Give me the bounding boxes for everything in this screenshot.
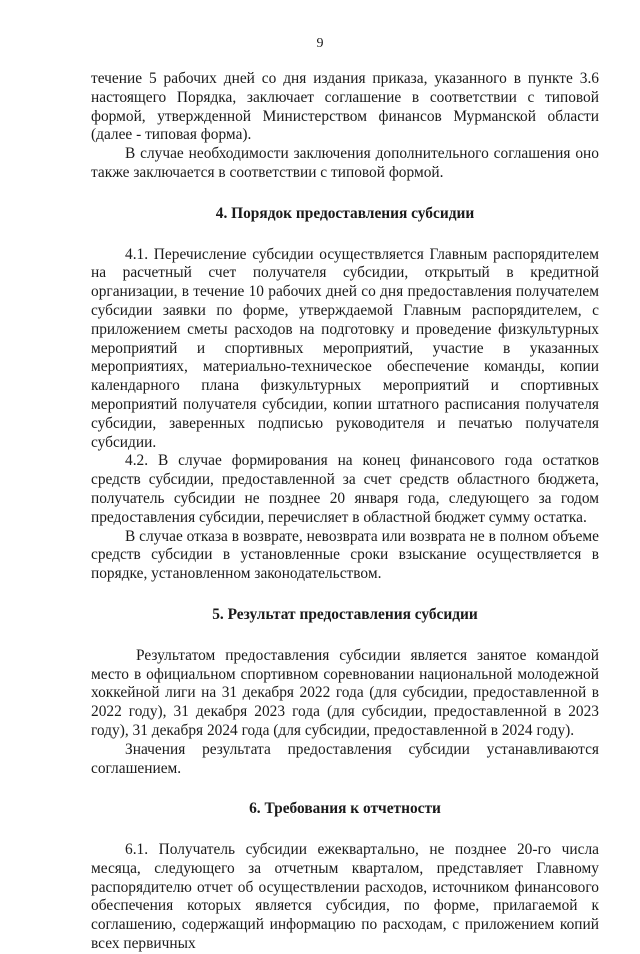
paragraph: В случае необходимости заключения дополнительного соглашения оно также заключается в соответствии с типовой формой. [91, 145, 599, 181]
paragraph: течение 5 рабочих дней со дня издания приказа, указанного в пункте 3.6 настоящего Порядка, заключает соглашение в соответствии с типовой формой, утвержденной Министерством финансов Мурманской области (далее - типовая форма). [91, 70, 599, 144]
document-body [91, 70, 599, 954]
section-5-title: 5. Результат предоставления субсидии [212, 605, 478, 623]
paragraph: Значения результата предоставления субсидии устанавливаются соглашением. [91, 740, 599, 777]
section-4-title: 4. Порядок предоставления субсидии [215, 204, 475, 222]
page-number: 9 [316, 36, 324, 51]
paragraph-4-2: 4.2. В случае формирования на конец финансового года остатков средств субсидии, предоставленной за счет средств областного бюджета, получатель субсидии не позднее 20 января года, следующего за годом предоставления субсидии, перечисляет в областной бюджет сумму остатка. [91, 452, 599, 526]
paragraph: Результатом предоставления субсидии является занятое командой место в официальном спортивном соревновании национальной молодежной хоккейной лиги на 31 декабря 2022 года (для субсидии, предоставленной в 2022 году), 31 декабря 2023 года (для субсидии, предоставленной в 2023 году), 31 декабря 2024 года (для субсидии, предоставленной в 2024 году). [91, 646, 599, 739]
section-6-title: 6. Требования к отчетности [249, 800, 441, 818]
paragraph-4-1: 4.1. Перечисление субсидии осуществляется Главным распорядителем на расчетный счет получателя субсидии, открытый в кредитной организации, в течение 10 рабочих дней со дня предоставления получателем субсидии заявки по форме, утверждаемой Главным распорядителем, с приложением сметы расходов на подготовку и проведение физкультурных мероприятий и спортивных мероприятий, участие в указанных мероприятиях, материально-техническое обеспечение команды, копии календарного плана физкультурных мероприятий и спортивных мероприятий получателя субсидии, копии штатного расписания получателя субсидии, заверенных подписью руководителя и печатью получателя субсидии. [91, 245, 599, 451]
paragraph-6-1: 6.1. Получатель субсидии ежеквартально, не позднее 20-го числа месяца, следующего за отчетным кварталом, представляет Главному распорядителю отчет об осуществлении расходов, источником финансового обеспечения которых является субсидия, по форме, прилагаемой к соглашению, содержащий информацию по расходам, с приложением копий всех первичных [91, 841, 599, 953]
paragraph: В случае отказа в возврате, невозврата или возврата не в полном объеме средств субсидии в установленные сроки взыскание осуществляется в порядке, установленном законодательством. [91, 527, 599, 583]
